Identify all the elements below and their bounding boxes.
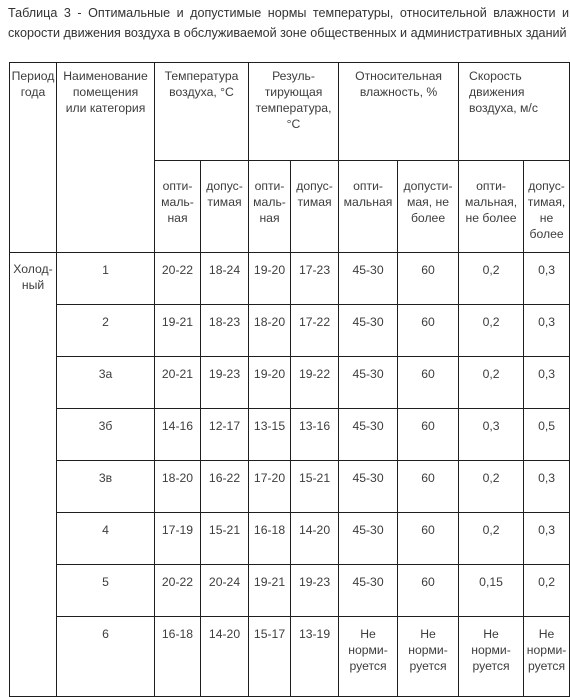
caption-line-2: скорости движения воздуха в обслуживаемой зоне общественных и административных зданий xyxy=(8,26,567,40)
cell-speed-allowed: 0,3 xyxy=(524,513,570,565)
table-caption xyxy=(8,3,570,43)
cell-humidity-allowed: Не норми- руется xyxy=(398,617,459,697)
table-row xyxy=(10,409,570,461)
cell-category: 1 xyxy=(57,253,155,305)
cell-result-allowed: 13-19 xyxy=(291,617,339,697)
subheader-humidity-allowed: допусти- мая, не более xyxy=(398,161,459,253)
subheader-humidity-optimal: опти- мальная xyxy=(339,161,398,253)
subheader-result-optimal: опти- маль- ная xyxy=(249,161,291,253)
table-row xyxy=(10,357,570,409)
cell-humidity-allowed: 60 xyxy=(398,565,459,617)
cell-temp-optimal: 20-22 xyxy=(155,253,201,305)
cell-humidity-allowed: 60 xyxy=(398,461,459,513)
header-period: Период года xyxy=(10,63,57,253)
cell-temp-optimal: 20-21 xyxy=(155,357,201,409)
cell-temp-allowed: 14-20 xyxy=(201,617,249,697)
cell-result-allowed: 17-23 xyxy=(291,253,339,305)
cell-speed-optimal: 0,2 xyxy=(459,461,524,513)
cell-temp-allowed: 16-22 xyxy=(201,461,249,513)
subheader-result-allowed: допус- тимая xyxy=(291,161,339,253)
cell-category: 3а xyxy=(57,357,155,409)
cell-speed-allowed: 0,3 xyxy=(524,305,570,357)
cell-speed-allowed: 0,2 xyxy=(524,565,570,617)
cell-humidity-allowed: 60 xyxy=(398,305,459,357)
cell-speed-optimal: 0,15 xyxy=(459,565,524,617)
cell-speed-optimal: 0,2 xyxy=(459,513,524,565)
cell-temp-allowed: 19-23 xyxy=(201,357,249,409)
subheader-speed-optimal: опти- мальная, не более xyxy=(459,161,524,253)
cell-speed-optimal: 0,3 xyxy=(459,409,524,461)
cell-category: 5 xyxy=(57,565,155,617)
cell-temp-optimal: 16-18 xyxy=(155,617,201,697)
cell-temp-optimal: 19-21 xyxy=(155,305,201,357)
cell-speed-allowed: 0,3 xyxy=(524,253,570,305)
cell-speed-allowed: Не норми- руется xyxy=(524,617,570,697)
cell-result-allowed: 14-20 xyxy=(291,513,339,565)
cell-humidity-optimal: 45-30 xyxy=(339,357,398,409)
cell-humidity-allowed: 60 xyxy=(398,357,459,409)
cell-humidity-optimal: 45-30 xyxy=(339,409,398,461)
cell-humidity-optimal: 45-30 xyxy=(339,461,398,513)
cell-speed-optimal: 0,2 xyxy=(459,305,524,357)
header-relative-humidity: Относительная влажность, % xyxy=(339,63,459,161)
cell-humidity-optimal: 45-30 xyxy=(339,565,398,617)
table-row xyxy=(10,617,570,697)
cell-result-optimal: 19-20 xyxy=(249,357,291,409)
cell-temp-allowed: 20-24 xyxy=(201,565,249,617)
cell-result-optimal: 15-17 xyxy=(249,617,291,697)
cell-humidity-optimal: 45-30 xyxy=(339,253,398,305)
cell-humidity-optimal: 45-30 xyxy=(339,305,398,357)
cell-result-allowed: 17-22 xyxy=(291,305,339,357)
cell-speed-allowed: 0,5 xyxy=(524,409,570,461)
caption-line-1: Таблица 3 - Оптимальные и допустимые нормы температуры, относительной влажности и xyxy=(8,6,570,20)
cell-result-optimal: 17-20 xyxy=(249,461,291,513)
cell-result-allowed: 13-16 xyxy=(291,409,339,461)
cell-result-optimal: 16-18 xyxy=(249,513,291,565)
cell-humidity-optimal: 45-30 xyxy=(339,513,398,565)
subheader-temp-allowed: допус- тимая xyxy=(201,161,249,253)
cell-result-optimal: 18-20 xyxy=(249,305,291,357)
header-row-1 xyxy=(10,63,570,161)
cell-temp-allowed: 15-21 xyxy=(201,513,249,565)
cell-result-allowed: 15-21 xyxy=(291,461,339,513)
table-row xyxy=(10,565,570,617)
cell-humidity-optimal: Не норми- руется xyxy=(339,617,398,697)
cell-humidity-allowed: 60 xyxy=(398,513,459,565)
cell-temp-optimal: 18-20 xyxy=(155,461,201,513)
table-row xyxy=(10,305,570,357)
cell-category: 6 xyxy=(57,617,155,697)
cell-result-allowed: 19-22 xyxy=(291,357,339,409)
header-air-speed: Скорость движения воздуха, м/с xyxy=(459,63,570,161)
subheader-speed-allowed: допус- тимая, не более xyxy=(524,161,570,253)
cell-speed-allowed: 0,3 xyxy=(524,357,570,409)
cell-category: 4 xyxy=(57,513,155,565)
header-resulting-temperature: Резуль- тирующая температура, °С xyxy=(249,63,339,161)
table-row xyxy=(10,513,570,565)
norms-table xyxy=(9,62,570,697)
cell-temp-optimal: 14-16 xyxy=(155,409,201,461)
cell-speed-allowed: 0,3 xyxy=(524,461,570,513)
cell-category: 2 xyxy=(57,305,155,357)
cell-result-optimal: 19-21 xyxy=(249,565,291,617)
cell-category: 3б xyxy=(57,409,155,461)
table-row xyxy=(10,461,570,513)
cell-result-allowed: 19-23 xyxy=(291,565,339,617)
cell-category: 3в xyxy=(57,461,155,513)
header-room-category: Наименование помещения или категория xyxy=(57,63,155,253)
cell-result-optimal: 19-20 xyxy=(249,253,291,305)
cell-temp-optimal: 20-22 xyxy=(155,565,201,617)
cell-speed-optimal: 0,2 xyxy=(459,357,524,409)
period-cold: Холод- ный xyxy=(10,253,57,697)
cell-humidity-allowed: 60 xyxy=(398,409,459,461)
cell-speed-optimal: 0,2 xyxy=(459,253,524,305)
cell-temp-optimal: 17-19 xyxy=(155,513,201,565)
cell-temp-allowed: 18-23 xyxy=(201,305,249,357)
header-air-temperature: Температура воздуха, °С xyxy=(155,63,249,161)
cell-temp-allowed: 18-24 xyxy=(201,253,249,305)
table-row xyxy=(10,253,570,305)
cell-speed-optimal: Не норми- руется xyxy=(459,617,524,697)
subheader-temp-optimal: опти- маль- ная xyxy=(155,161,201,253)
cell-temp-allowed: 12-17 xyxy=(201,409,249,461)
cell-result-optimal: 13-15 xyxy=(249,409,291,461)
cell-humidity-allowed: 60 xyxy=(398,253,459,305)
